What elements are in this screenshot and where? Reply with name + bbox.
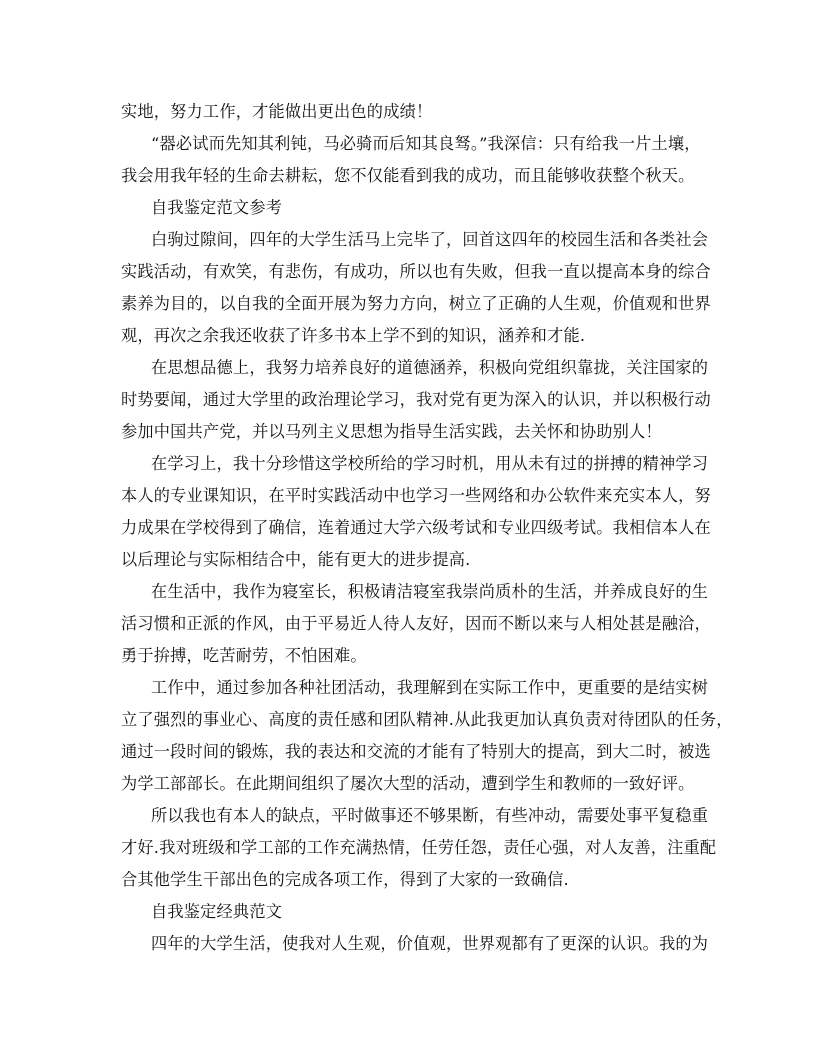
paragraph-line: 在学习上，我十分珍惜这学校所给的学习时机，用从未有过的拼搏的精神学习	[151, 454, 709, 473]
section-heading: 自我鉴定经典范文	[151, 902, 283, 921]
paragraph-line: 力成果在学校得到了确信，连着通过大学六级考试和专业四级考试。我相信本人在	[121, 518, 711, 537]
paragraph-line: 实地，努力工作，才能做出更出色的成绩！	[121, 102, 433, 121]
paragraph-line: “器必试而先知其利钝，马必骑而后知其良驽。”我深信：只有给我一片土壤，	[151, 134, 701, 153]
paragraph-line: 以后理论与实际相结合中，能有更大的进步提高.	[121, 550, 471, 569]
paragraph-line: 为学工部部长。在此期间组织了屡次大型的活动，遭到学生和教师的一致好评。	[121, 774, 695, 793]
paragraph-line: 本人的专业课知识，在平时实践活动中也学习一些网络和办公软件来充实本人，努	[121, 486, 711, 505]
paragraph-line: 通过一段时间的锻炼，我的表达和交流的才能有了特别大的提高，到大二时，被选	[121, 742, 711, 761]
paragraph-line: 勇于拚搏，吃苦耐劳，不怕困难。	[121, 646, 367, 665]
paragraph-line: 素养为目的，以自我的全面开展为努力方向，树立了正确的人生观，价值观和世界	[121, 294, 711, 313]
paragraph-line: 四年的大学生活，使我对人生观，价值观，世界观都有了更深的认识。我的为	[151, 934, 709, 953]
paragraph-line: 所以我也有本人的缺点，平时做事还不够果断，有些冲动，需要处事平复稳重	[151, 806, 709, 825]
paragraph-line: 我会用我年轻的生命去耕耘，您不仅能看到我的成功，而且能够收获整个秋天。	[121, 166, 695, 185]
paragraph-line: 在思想品德上，我努力培养良好的道德涵养，积极向党组织靠拢，关注国家的	[151, 358, 709, 377]
paragraph-line: 立了强烈的事业心、高度的责任感和团队精神.从此我更加认真负责对待团队的任务，	[121, 710, 733, 729]
paragraph-line: 观，再次之余我还收获了许多书本上学不到的知识，涵养和才能.	[121, 326, 586, 345]
paragraph-line: 白驹过隙间，四年的大学生活马上完毕了，回首这四年的校园生活和各类社会	[151, 230, 709, 249]
section-heading: 自我鉴定范文参考	[151, 198, 283, 217]
paragraph-line: 才好.我对班级和学工部的工作充满热情，任劳任怨，责任心强，对人友善，注重配	[121, 838, 717, 857]
paragraph-line: 合其他学生干部出色的完成各项工作，得到了大家的一致确信.	[121, 870, 569, 889]
paragraph-line: 活习惯和正派的作风，由于平易近人待人友好，因而不断以来与人相处甚是融洽，	[121, 614, 711, 633]
paragraph-line: 时势要闻，通过大学里的政治理论学习，我对党有更为深入的认识，并以积极行动	[121, 390, 711, 409]
paragraph-line: 工作中，通过参加各种社团活动，我理解到在实际工作中，更重要的是结实树	[151, 678, 709, 697]
paragraph-line: 在生活中，我作为寝室长，积极请洁寝室我崇尚质朴的生活，并养成良好的生	[151, 582, 709, 601]
paragraph-line: 实践活动，有欢笑，有悲伤，有成功，所以也有失败，但我一直以提高本身的综合	[121, 262, 711, 281]
paragraph-line: 参加中国共产党，并以马列主义思想为指导生活实践，去关怀和协助别人！	[121, 422, 662, 441]
